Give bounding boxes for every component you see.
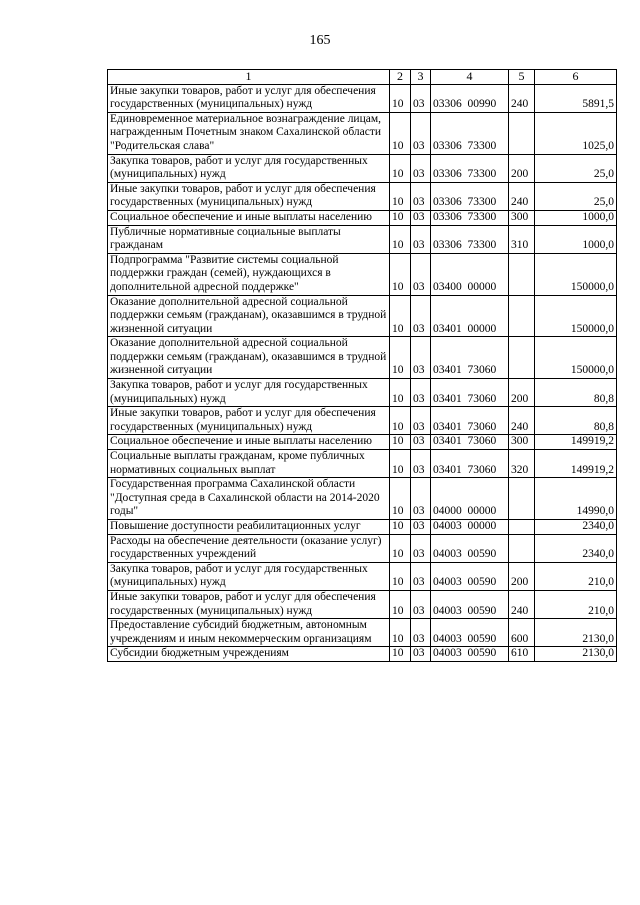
table-row [108,379,617,407]
cell-section: 10 [390,84,411,112]
cell-target-item: 04003 00590 [431,534,509,562]
cell-subsection: 03 [411,84,431,112]
cell-subsection: 03 [411,435,431,450]
cell-section: 10 [390,295,411,337]
cell-amount: 2130,0 [535,647,617,662]
cell-description: Оказание дополнительной адресной социальной поддержки семьям (гражданам), оказавшимся в трудной жизненной ситуации [108,337,390,379]
cell-amount: 14990,0 [535,478,617,520]
column-header: 6 [535,70,617,85]
cell-section: 10 [390,154,411,182]
cell-target-item: 04003 00590 [431,619,509,647]
cell-subsection: 03 [411,647,431,662]
cell-amount: 25,0 [535,154,617,182]
cell-target-item: 03306 73300 [431,210,509,225]
cell-expense-type: 310 [509,225,535,253]
cell-target-item: 03401 73060 [431,435,509,450]
cell-expense-type: 300 [509,210,535,225]
cell-amount: 80,8 [535,407,617,435]
cell-amount: 25,0 [535,182,617,210]
page-number: 165 [309,33,331,48]
cell-description: Закупка товаров, работ и услуг для государственных (муниципальных) нужд [108,154,390,182]
cell-expense-type [509,534,535,562]
cell-section: 10 [390,562,411,590]
cell-target-item: 03306 73300 [431,154,509,182]
cell-subsection: 03 [411,520,431,535]
cell-amount: 1025,0 [535,112,617,154]
cell-subsection: 03 [411,225,431,253]
cell-section: 10 [390,619,411,647]
cell-subsection: 03 [411,337,431,379]
cell-section: 10 [390,534,411,562]
table-row [108,534,617,562]
cell-target-item: 03306 73300 [431,182,509,210]
cell-section: 10 [390,647,411,662]
cell-subsection: 03 [411,253,431,295]
cell-amount: 1000,0 [535,225,617,253]
table-row [108,590,617,618]
cell-description: Иные закупки товаров, работ и услуг для обеспечения государственных (муниципальных) нужд [108,407,390,435]
cell-target-item: 04003 00590 [431,647,509,662]
cell-expense-type: 300 [509,435,535,450]
cell-section: 10 [390,182,411,210]
cell-description: Иные закупки товаров, работ и услуг для обеспечения государственных (муниципальных) нужд [108,182,390,210]
cell-subsection: 03 [411,112,431,154]
table-row [108,478,617,520]
cell-section: 10 [390,478,411,520]
cell-amount: 80,8 [535,379,617,407]
cell-expense-type [509,112,535,154]
cell-section: 10 [390,435,411,450]
table-row [108,295,617,337]
cell-target-item: 03401 73060 [431,379,509,407]
cell-subsection: 03 [411,182,431,210]
cell-expense-type [509,520,535,535]
cell-subsection: 03 [411,379,431,407]
cell-expense-type: 240 [509,590,535,618]
cell-expense-type: 240 [509,84,535,112]
cell-section: 10 [390,210,411,225]
cell-target-item: 03400 00000 [431,253,509,295]
table-row [108,154,617,182]
cell-target-item: 03401 00000 [431,295,509,337]
cell-subsection: 03 [411,210,431,225]
cell-description: Социальное обеспечение и иные выплаты населению [108,210,390,225]
cell-subsection: 03 [411,534,431,562]
cell-expense-type: 200 [509,154,535,182]
cell-description: Социальные выплаты гражданам, кроме публичных нормативных социальных выплат [108,450,390,478]
cell-description: Иные закупки товаров, работ и услуг для обеспечения государственных (муниципальных) нужд [108,590,390,618]
cell-section: 10 [390,225,411,253]
table-row [108,520,617,535]
table-row [108,84,617,112]
cell-amount: 149919,2 [535,450,617,478]
cell-amount: 150000,0 [535,337,617,379]
cell-description: Государственная программа Сахалинской области "Доступная среда в Сахалинской области на 2014-2020 годы" [108,478,390,520]
table-row [108,182,617,210]
cell-expense-type [509,253,535,295]
cell-description: Предоставление субсидий бюджетным, автономным учреждениям и иным некоммерческим организациям [108,619,390,647]
cell-amount: 5891,5 [535,84,617,112]
cell-target-item: 03306 00990 [431,84,509,112]
table-row [108,407,617,435]
table-row [108,619,617,647]
table-row [108,253,617,295]
cell-target-item: 03401 73060 [431,337,509,379]
cell-expense-type: 200 [509,562,535,590]
table-row [108,450,617,478]
column-header: 3 [411,70,431,85]
cell-expense-type: 600 [509,619,535,647]
cell-section: 10 [390,590,411,618]
cell-subsection: 03 [411,478,431,520]
table-header-row [108,70,617,85]
cell-expense-type: 320 [509,450,535,478]
cell-expense-type [509,478,535,520]
cell-amount: 149919,2 [535,435,617,450]
budget-table [107,69,617,662]
cell-subsection: 03 [411,562,431,590]
cell-amount: 1000,0 [535,210,617,225]
cell-subsection: 03 [411,154,431,182]
cell-expense-type: 200 [509,379,535,407]
cell-section: 10 [390,520,411,535]
table-row [108,562,617,590]
cell-section: 10 [390,337,411,379]
cell-target-item: 04003 00000 [431,520,509,535]
cell-subsection: 03 [411,295,431,337]
cell-description: Публичные нормативные социальные выплаты гражданам [108,225,390,253]
cell-target-item: 03306 73300 [431,112,509,154]
cell-amount: 210,0 [535,590,617,618]
cell-target-item: 03401 73060 [431,407,509,435]
cell-target-item: 03401 73060 [431,450,509,478]
cell-description: Повышение доступности реабилитационных услуг [108,520,390,535]
cell-expense-type [509,337,535,379]
cell-subsection: 03 [411,450,431,478]
cell-description: Закупка товаров, работ и услуг для государственных (муниципальных) нужд [108,379,390,407]
cell-section: 10 [390,253,411,295]
table-row [108,435,617,450]
cell-description: Закупка товаров, работ и услуг для государственных (муниципальных) нужд [108,562,390,590]
column-header: 4 [431,70,509,85]
cell-section: 10 [390,450,411,478]
cell-amount: 150000,0 [535,253,617,295]
cell-expense-type: 240 [509,407,535,435]
cell-expense-type: 240 [509,182,535,210]
cell-target-item: 03306 73300 [431,225,509,253]
table-row [108,225,617,253]
cell-section: 10 [390,379,411,407]
table-row [108,647,617,662]
cell-amount: 2340,0 [535,534,617,562]
cell-subsection: 03 [411,590,431,618]
cell-amount: 210,0 [535,562,617,590]
cell-description: Социальное обеспечение и иные выплаты населению [108,435,390,450]
cell-amount: 2130,0 [535,619,617,647]
cell-expense-type: 610 [509,647,535,662]
cell-description: Единовременное материальное вознаграждение лицам, награжденным Почетным знаком Сахалинской области "Родительская слава" [108,112,390,154]
cell-description: Оказание дополнительной адресной социальной поддержки семьям (гражданам), оказавшимся в трудной жизненной ситуации [108,295,390,337]
cell-target-item: 04000 00000 [431,478,509,520]
table-row [108,337,617,379]
table-row [108,112,617,154]
column-header: 1 [108,70,390,85]
cell-section: 10 [390,112,411,154]
cell-amount: 2340,0 [535,520,617,535]
cell-description: Субсидии бюджетным учреждениям [108,647,390,662]
table-row [108,210,617,225]
cell-expense-type [509,295,535,337]
column-header: 5 [509,70,535,85]
cell-description: Расходы на обеспечение деятельности (оказание услуг) государственных учреждений [108,534,390,562]
cell-subsection: 03 [411,407,431,435]
cell-target-item: 04003 00590 [431,590,509,618]
column-header: 2 [390,70,411,85]
cell-target-item: 04003 00590 [431,562,509,590]
cell-section: 10 [390,407,411,435]
cell-amount: 150000,0 [535,295,617,337]
cell-description: Иные закупки товаров, работ и услуг для обеспечения государственных (муниципальных) нужд [108,84,390,112]
cell-subsection: 03 [411,619,431,647]
cell-description: Подпрограмма "Развитие системы социальной поддержки граждан (семей), нуждающихся в дополнительной адресной поддержке" [108,253,390,295]
